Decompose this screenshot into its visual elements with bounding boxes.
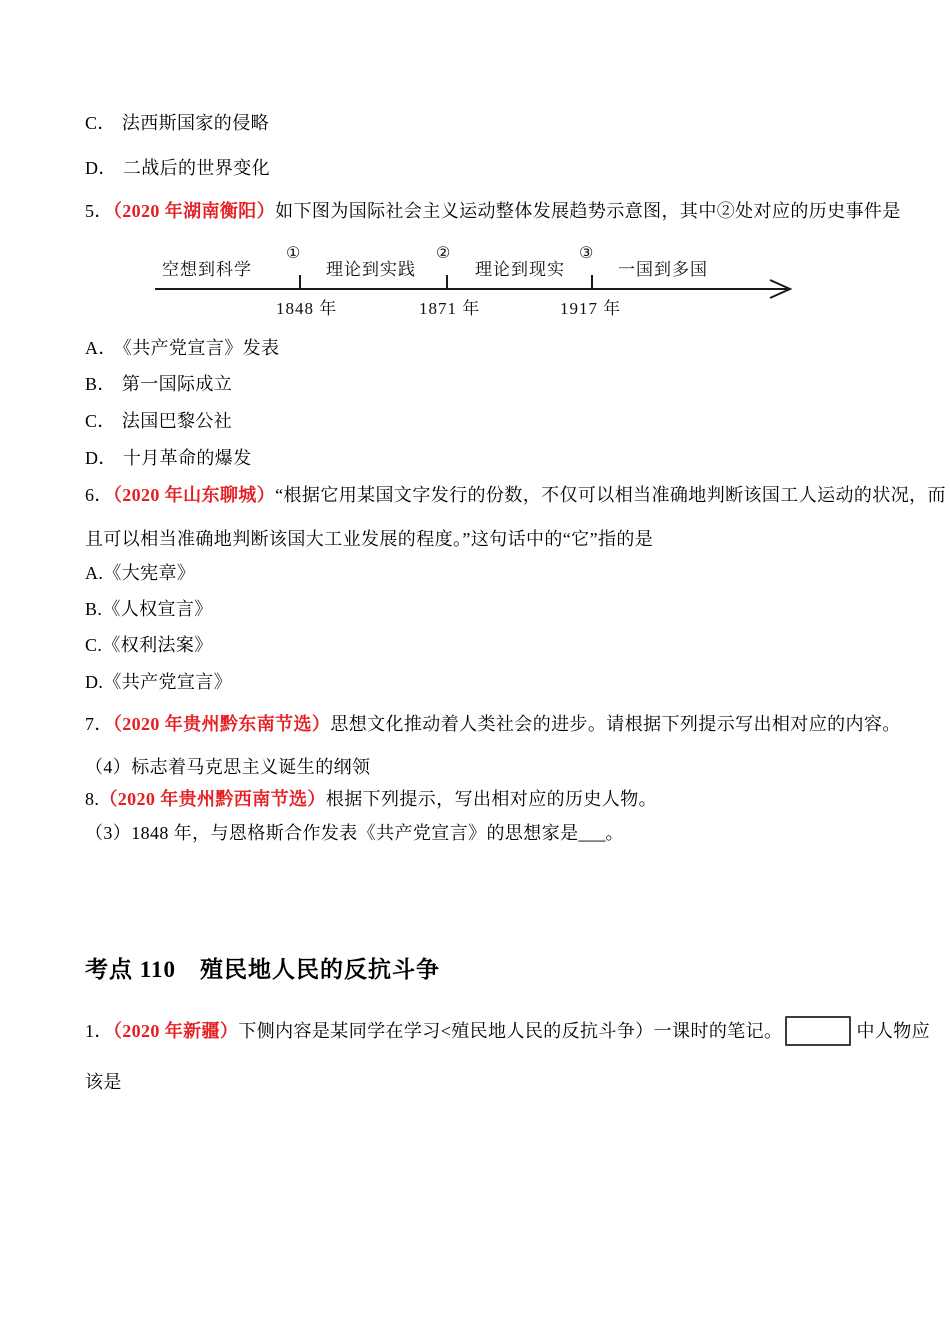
question-number: 8. [85, 789, 100, 809]
section-heading: 考点 110 殖民地人民的反抗斗争 [85, 957, 440, 982]
option-line [85, 633, 213, 657]
question-5-stem [85, 199, 901, 223]
option-label: C. [85, 635, 103, 655]
question-text: 该是 [85, 1072, 122, 1092]
option-text: 法西斯国家的侵略 [121, 113, 270, 133]
question-number: 1． [85, 1021, 113, 1041]
option-label: C． [85, 411, 116, 431]
option-label: A． [85, 338, 117, 358]
question-1-stem-line1 [85, 1014, 930, 1048]
question-text: 思想文化推动着人类社会的进步。请根据下列提示写出相对应的内容。 [330, 714, 901, 734]
year-label: 1871 年 [419, 299, 481, 318]
question-8-stem [85, 787, 657, 811]
stage-label: 空想到科学 [162, 260, 252, 279]
option-label: B. [85, 599, 103, 619]
source-tag: （2020 年贵州黔东南节选） [112, 714, 331, 734]
source-tag: （2020 年贵州黔西南节选） [99, 789, 326, 809]
source-tag: （2020 年新疆） [112, 1021, 239, 1041]
option-text: 法国巴黎公社 [121, 411, 233, 431]
question-6-stem-line1 [85, 483, 946, 507]
question-text: “根据它用某国文字发行的份数，不仅可以相当准确地判断该国工人运动的状况，而 [275, 485, 946, 505]
subitem-text: （3）1848 年，与恩格斯合作发表《共产党宣言》的思想家是 [85, 823, 579, 843]
option-line [85, 561, 195, 585]
timeline-figure [150, 243, 810, 321]
source-tag: （2020 年湖南衡阳） [112, 201, 276, 221]
question-text: 如下图为国际社会主义运动整体发展趋势示意图，其中②处对应的历史事件是 [275, 201, 901, 221]
subitem-text: 。 [605, 823, 624, 843]
option-label: D. [85, 672, 104, 692]
option-text: 十月革命的爆发 [122, 448, 252, 468]
question-1-stem-line2 [85, 1070, 122, 1094]
question-text: 且可以相当准确地判断该国大工业发展的程度。”这句话中的“它”指的是 [85, 529, 654, 549]
option-text: 《共产党宣言》发表 [122, 338, 280, 358]
note-box [785, 1016, 851, 1046]
option-text: 《共产党宣言》 [103, 672, 233, 692]
option-line [85, 670, 232, 694]
stage-label: 理论到现实 [475, 260, 565, 279]
year-label: 1917 年 [560, 299, 622, 318]
question-text: 下侧内容是某同学在学习<殖民地人民的反抗斗争）一课时的笔记。 [238, 1021, 783, 1041]
source-tag: （2020 年山东聊城） [112, 485, 276, 505]
option-label: B． [85, 374, 116, 394]
option-line [85, 156, 270, 180]
marker-circled-3: ③ [579, 245, 595, 262]
question-number: 6． [85, 485, 113, 505]
option-line [85, 336, 279, 360]
option-line [85, 372, 232, 396]
stage-label: 一国到多国 [618, 260, 708, 279]
option-label: C． [85, 113, 116, 133]
option-text: 《大宪章》 [103, 563, 196, 583]
question-text: 根据下列提示，写出相对应的历史人物。 [325, 789, 658, 809]
question-text: 中人物应 [856, 1021, 931, 1041]
option-line [85, 446, 252, 470]
question-number: 5． [85, 201, 113, 221]
question-6-stem-line2 [85, 527, 653, 551]
question-7-stem [85, 712, 901, 736]
option-label: A. [85, 563, 104, 583]
option-line [85, 111, 269, 135]
question-7-subitem [85, 755, 370, 779]
marker-circled-1: ① [286, 245, 302, 262]
option-text: 《人权宣言》 [102, 599, 213, 619]
option-text: 《权利法案》 [102, 635, 213, 655]
question-number: 7． [85, 714, 113, 734]
subitem-text: （4）标志着马克思主义诞生的纲领 [85, 757, 371, 777]
stage-label: 理论到实践 [326, 260, 416, 279]
option-line [85, 409, 232, 433]
answer-blank: ___ [578, 823, 606, 843]
question-8-subitem [85, 821, 624, 845]
option-label: D． [85, 158, 117, 178]
marker-circled-2: ② [436, 245, 452, 262]
option-line [85, 597, 213, 621]
year-label: 1848 年 [276, 299, 338, 318]
option-text: 第一国际成立 [121, 374, 233, 394]
option-text: 二战后的世界变化 [122, 158, 271, 178]
option-label: D． [85, 448, 117, 468]
